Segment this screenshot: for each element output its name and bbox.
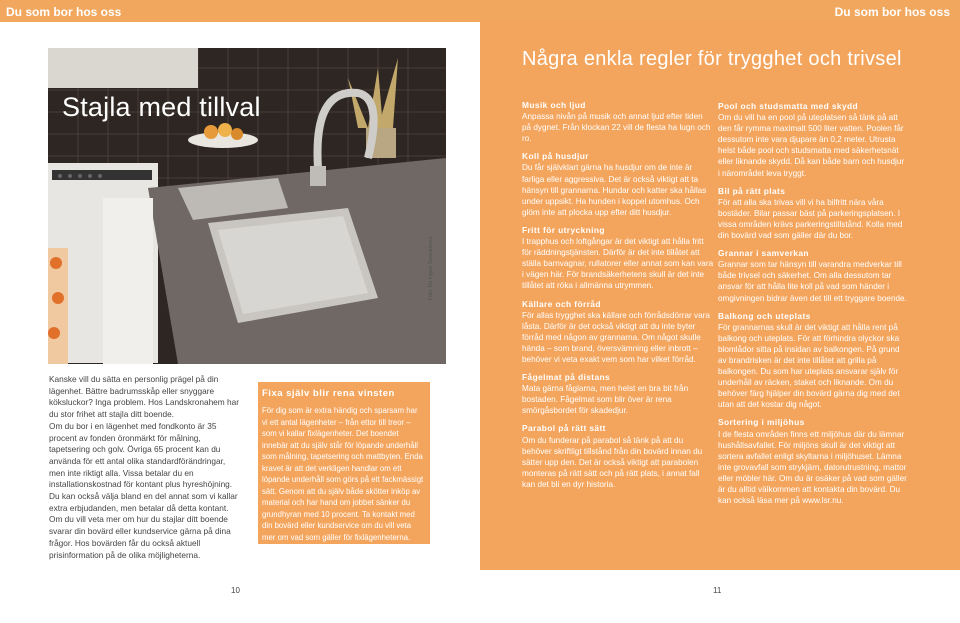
section-heading: Koll på husdjur — [522, 151, 589, 162]
left-paragraph: Om du bor i en lägenhet med fondkonto är 35 procent av fonden öronmärkt för målning, tapetsering och golv. Övriga 65 procent kan du använda för ett antal olika standardförändringar, men inte riktigt alla. Vissa betalar du en installationskostnad för kontant plus hyreshöjning. Du kan också välja bland en del annat som vi kallar extra erbjudanden, men betalar då detta kontant. — [49, 420, 238, 513]
section-text: För att alla ska trivas vill vi ha bilfritt nära våra bostäder. Bilar passar bäst på parkeringsplatsen. I vissa områden krävs parkeringstillstånd. Kolla med din bovärd vad som gäller där du bor. — [718, 197, 903, 241]
left-paragraph: Kanske vill du sätta en personlig prägel på din lägenhet. Bättre badrumsskåp eller snyggare köksluckor? Inga problem. Hos Landskronahem har du stor frihet att stajla ditt boende. — [49, 374, 240, 420]
section-heading: Grannar i samverkan — [718, 248, 809, 259]
section-heading: Parabol på rätt sätt — [522, 423, 606, 434]
section-text: Grannar som tar hänsyn till varandra medverkar till både trivsel och säkerhet. Om alla dessutom tar ansvar för att hålla lite koll på vad som händer i omgivningen bidrar även det till ett tryggare boende. — [718, 260, 907, 303]
section-text: Du får självklart gärna ha husdjur om de inte är farliga eller aggressiva. Det är också viktigt att ta hänsyn till grannarna. Hundar och katter ska hållas under uppsikt. Ha hunden i koppel utomhus. Och glöm inte att plocka upp efter ditt husdjur. — [522, 163, 707, 217]
rules-column-2 — [718, 101, 908, 513]
header-bar-left — [0, 0, 480, 22]
page-number-right: 11 — [713, 586, 722, 595]
section-heading: Källare och förråd — [522, 298, 601, 309]
section-text: Om du vill ha en pool på uteplatsen så tänk på att den får rymma maximalt 500 liter vatten. Poolen får dessutom inte vara djupare än 0,2 meter. Utrusta helst både pool och studsmatta med säkerhetsnät eller liknande skydd. Då kan både barn och husdjur i närområdet leva tryggt. — [718, 113, 905, 178]
box-title: Fixa själv blir rena vinsten — [262, 388, 395, 399]
photo-heading: Stajla med tillval — [62, 92, 261, 122]
section-heading: Fågelmat på distans — [522, 372, 611, 383]
section-text: Mata gärna fåglarna, men helst en bra bit från bostaden. Fågelmat som blir över är rena smörgåsbordet för skadedjur. — [522, 384, 689, 416]
section-text: I trapphus och loftgångar är det viktigt att hålla fritt för räddningstjänsten. Därför är det inte tillåtet att ställa barnvagnar, rullatorer eller annat som kan vara i vägen här. För brandsäkerhetens skull är det inte tillåtet att röka i allmänna utrymmen. — [522, 237, 714, 291]
header-title-left: Du som bor hos oss — [6, 5, 122, 19]
left-article — [49, 374, 241, 561]
photo-credit: Foto: Ro Ingvar Samuelsson — [428, 236, 434, 300]
section-text: För grannarnas skull är det viktigt att hålla rent på balkong och uteplats. För att förhindra olyckor ska blomlådor sitta på insidan av balkongen. På grund av brandrisken är det inte tillåtet att grilla på balkongen. Du som har uteplats ansvarar själv för underhåll av räcken, staket och liknande. Om du behöver färg hjälper din bovärd gärna dig med det utan att det kostar dig något. — [718, 322, 900, 410]
section-heading: Sortering i miljöhus — [718, 417, 805, 428]
page-title: Några enkla regler för trygghet och trivsel — [522, 48, 902, 70]
section-text: Om du funderar på parabol så tänk på att du behöver skriftligt tillstånd från din bovärd innan du sätter upp den. Det är också viktigt att parabolen monteras på rätt sätt och på rätt plats, i annat fall kan det bli en dyr historia. — [522, 435, 703, 489]
section-text: I de flesta områden finns ett miljöhus där du lämnar hushållsavfallet. För miljöns skull är det viktigt att sortera avfallet enligt skyltarna i miljöhuset. Lämna inte grovavfall som strykjärn, datorutrustning, mattor eller möbler här. Om du är osäker på vad som gäller är du alltid välkommen att kontakta din bovärd. Du kan också läsa mer på www.lsr.nu. — [718, 429, 907, 506]
header-bar-right — [480, 0, 960, 22]
section-text: Anpassa nivån på musik och annat ljud efter tiden på dygnet. Från klockan 22 vill de flesta ha lugn och ro. — [522, 112, 711, 144]
header-title-right: Du som bor hos oss — [834, 5, 950, 19]
section-heading: Fritt för utryckning — [522, 224, 605, 235]
section-heading: Musik och ljud — [522, 100, 586, 110]
section-heading: Pool och studsmatta med skydd — [718, 101, 859, 111]
box-text: För dig som är extra händig och sparsam har vi ett antal lägenheter – från ettor till treor – som vi kallar fixlägenheter. Det boendet innebär att du själv står för löpande underhåll som målning, tapetsering och mattbyten. Enda kravet är att det verkligen handlar om ett löpande underhåll som görs på ett fackmässigt sätt. Genom att du själv både skötter inköp av material och har hand om jobbet sänker du grundhyran med 10 procent. Ta kontakt med din bovärd eller kundservice om du vill veta mer om vad som gäller för fixlägenheterna. — [262, 406, 424, 542]
section-heading: Bil på rätt plats — [718, 185, 786, 196]
section-text: För allas trygghet ska källare och förrådsdörrar vara låsta. Därför är det också viktigt att du inte byter förråd med någon av grannarna. Om något skulle hända – som brand, översvämning eller inbrott – behöver vi veta exakt vem som har vilket förråd. — [522, 310, 710, 364]
left-paragraph: Om du vill veta mer om hur du stajlar ditt boende svarar din bovärd eller kundservice gärna på dina frågor. Hos bovärden får du också aktuell prisinformation på de olika möjligheterna. — [49, 514, 231, 560]
section-heading: Balkong och uteplats — [718, 310, 811, 321]
fixlagenhet-box — [258, 382, 430, 544]
rules-column-1 — [522, 100, 714, 497]
page-number-left: 10 — [231, 586, 240, 595]
